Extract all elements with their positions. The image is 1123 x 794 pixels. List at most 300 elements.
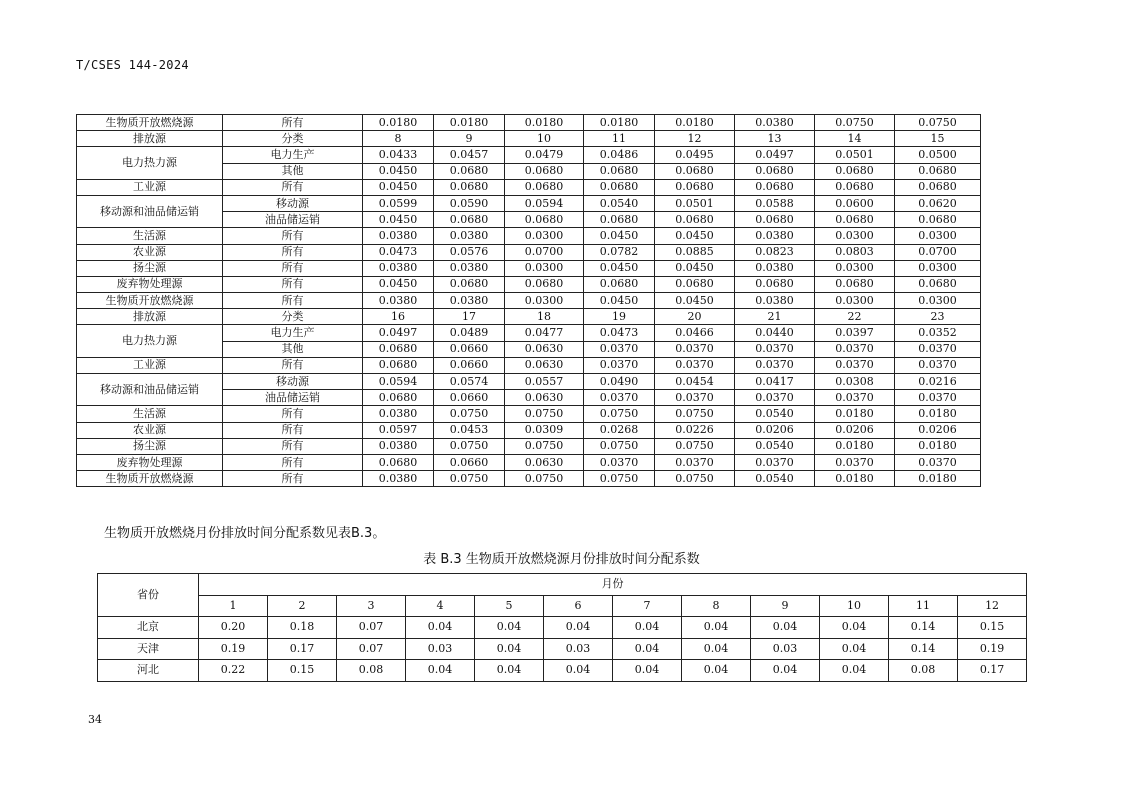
value-cell: 0.08 bbox=[337, 660, 406, 682]
table-row bbox=[77, 260, 981, 276]
province-cell: 天津 bbox=[98, 638, 199, 660]
value-cell: 0.0370 bbox=[815, 454, 895, 470]
value-cell: 0.0370 bbox=[655, 357, 735, 373]
value-cell: 0.0823 bbox=[735, 244, 815, 260]
value-cell: 0.0680 bbox=[363, 454, 434, 470]
value-cell: 0.03 bbox=[751, 638, 820, 660]
table-reference-paragraph: 生物质开放燃烧月份排放时间分配系数见表B.3。 bbox=[104, 526, 386, 541]
source-cell: 工业源 bbox=[77, 357, 223, 373]
table-row bbox=[77, 293, 981, 309]
category-cell: 电力生产 bbox=[223, 147, 363, 163]
value-cell: 0.0576 bbox=[434, 244, 505, 260]
table-caption: 表 B.3 生物质开放燃烧源月份排放时间分配系数 bbox=[423, 552, 700, 567]
month-number-cell: 3 bbox=[337, 595, 406, 617]
value-cell: 0.04 bbox=[751, 660, 820, 682]
value-cell: 0.0660 bbox=[434, 390, 505, 406]
value-cell: 0.0450 bbox=[363, 276, 434, 292]
value-cell: 0.0300 bbox=[815, 293, 895, 309]
value-cell: 0.0750 bbox=[895, 115, 981, 131]
value-cell: 0.0180 bbox=[584, 115, 655, 131]
category-cell: 所有 bbox=[223, 115, 363, 131]
value-cell: 0.0300 bbox=[815, 228, 895, 244]
value-cell: 0.0440 bbox=[735, 325, 815, 341]
category-cell: 所有 bbox=[223, 357, 363, 373]
value-cell: 0.0750 bbox=[434, 471, 505, 487]
province-header: 省份 bbox=[98, 574, 199, 617]
value-cell: 0.0457 bbox=[434, 147, 505, 163]
value-cell: 0.0750 bbox=[655, 406, 735, 422]
value-cell: 0.0594 bbox=[363, 374, 434, 390]
value-cell: 0.0180 bbox=[815, 406, 895, 422]
source-cell: 生活源 bbox=[77, 228, 223, 244]
value-cell: 0.04 bbox=[820, 617, 889, 639]
value-cell: 0.0680 bbox=[735, 212, 815, 228]
value-cell: 0.0206 bbox=[895, 422, 981, 438]
value-cell: 0.0450 bbox=[584, 293, 655, 309]
value-cell: 0.0680 bbox=[895, 179, 981, 195]
source-cell: 扬尘源 bbox=[77, 260, 223, 276]
value-cell: 0.0180 bbox=[505, 115, 584, 131]
table-row bbox=[77, 244, 981, 260]
value-cell: 0.04 bbox=[682, 617, 751, 639]
value-cell: 0.0417 bbox=[735, 374, 815, 390]
value-cell: 0.0680 bbox=[815, 276, 895, 292]
source-cell: 生活源 bbox=[77, 406, 223, 422]
value-cell: 0.14 bbox=[889, 617, 958, 639]
value-cell: 0.0680 bbox=[815, 212, 895, 228]
page-number: 34 bbox=[88, 713, 102, 726]
source-cell: 排放源 bbox=[77, 309, 223, 325]
value-cell: 0.0750 bbox=[434, 438, 505, 454]
month-number-cell: 12 bbox=[958, 595, 1027, 617]
value-cell: 0.0620 bbox=[895, 195, 981, 211]
value-cell: 0.0352 bbox=[895, 325, 981, 341]
value-cell: 0.04 bbox=[682, 638, 751, 660]
value-cell: 0.0370 bbox=[735, 357, 815, 373]
value-cell: 0.0180 bbox=[815, 471, 895, 487]
value-cell: 0.0489 bbox=[434, 325, 505, 341]
value-cell: 0.04 bbox=[751, 617, 820, 639]
value-cell: 0.0370 bbox=[584, 454, 655, 470]
value-cell: 0.0466 bbox=[655, 325, 735, 341]
source-cell: 移动源和油品储运销 bbox=[77, 195, 223, 227]
value-cell: 0.0380 bbox=[363, 406, 434, 422]
table-row bbox=[77, 115, 981, 131]
value-cell: 0.0630 bbox=[505, 390, 584, 406]
value-cell: 0.04 bbox=[475, 660, 544, 682]
month-number-cell: 4 bbox=[406, 595, 475, 617]
value-cell: 0.0370 bbox=[815, 341, 895, 357]
table-row bbox=[98, 638, 1027, 660]
category-cell: 分类 bbox=[223, 309, 363, 325]
value-cell: 0.04 bbox=[544, 660, 613, 682]
value-cell: 0.17 bbox=[268, 638, 337, 660]
value-cell: 0.0380 bbox=[735, 228, 815, 244]
table-row bbox=[77, 454, 981, 470]
value-cell: 0.14 bbox=[889, 638, 958, 660]
value-cell: 0.0370 bbox=[584, 357, 655, 373]
value-cell: 0.03 bbox=[406, 638, 475, 660]
value-cell: 0.0206 bbox=[735, 422, 815, 438]
value-cell: 0.0300 bbox=[895, 228, 981, 244]
value-cell: 0.0885 bbox=[655, 244, 735, 260]
value-cell: 0.0300 bbox=[815, 260, 895, 276]
value-cell: 0.0433 bbox=[363, 147, 434, 163]
source-cell: 电力热力源 bbox=[77, 147, 223, 179]
value-cell: 0.0750 bbox=[505, 438, 584, 454]
value-cell: 0.0180 bbox=[895, 438, 981, 454]
category-cell: 其他 bbox=[223, 163, 363, 179]
value-cell: 0.04 bbox=[682, 660, 751, 682]
table-row bbox=[77, 147, 981, 163]
value-cell: 0.0450 bbox=[655, 293, 735, 309]
value-cell: 0.0588 bbox=[735, 195, 815, 211]
value-cell: 0.0680 bbox=[655, 276, 735, 292]
value-cell: 0.0680 bbox=[895, 212, 981, 228]
value-cell: 0.0370 bbox=[895, 341, 981, 357]
value-cell: 0.0680 bbox=[434, 212, 505, 228]
value-cell: 0.0380 bbox=[434, 293, 505, 309]
value-cell: 0.03 bbox=[544, 638, 613, 660]
value-cell: 0.0590 bbox=[434, 195, 505, 211]
value-cell: 23 bbox=[895, 309, 981, 325]
table-row bbox=[77, 195, 981, 211]
category-cell: 电力生产 bbox=[223, 325, 363, 341]
month-number-cell: 1 bbox=[199, 595, 268, 617]
value-cell: 0.0680 bbox=[584, 212, 655, 228]
month-number-cell: 10 bbox=[820, 595, 889, 617]
value-cell: 0.0454 bbox=[655, 374, 735, 390]
value-cell: 0.0490 bbox=[584, 374, 655, 390]
value-cell: 0.17 bbox=[958, 660, 1027, 682]
value-cell: 0.0450 bbox=[584, 260, 655, 276]
value-cell: 0.0660 bbox=[434, 357, 505, 373]
source-cell: 移动源和油品储运销 bbox=[77, 374, 223, 406]
value-cell: 0.0750 bbox=[655, 438, 735, 454]
value-cell: 0.0680 bbox=[735, 179, 815, 195]
value-cell: 0.0680 bbox=[363, 357, 434, 373]
value-cell: 0.0630 bbox=[505, 357, 584, 373]
value-cell: 0.04 bbox=[613, 660, 682, 682]
value-cell: 0.0680 bbox=[434, 276, 505, 292]
value-cell: 0.0750 bbox=[584, 438, 655, 454]
value-cell: 0.0226 bbox=[655, 422, 735, 438]
value-cell: 0.0680 bbox=[363, 341, 434, 357]
value-cell: 0.0594 bbox=[505, 195, 584, 211]
source-cell: 排放源 bbox=[77, 131, 223, 147]
category-cell: 所有 bbox=[223, 244, 363, 260]
value-cell: 0.0574 bbox=[434, 374, 505, 390]
value-cell: 0.0680 bbox=[815, 179, 895, 195]
value-cell: 0.0450 bbox=[363, 179, 434, 195]
value-cell: 0.0370 bbox=[815, 390, 895, 406]
value-cell: 0.0370 bbox=[895, 454, 981, 470]
standard-code: T/CSES 144-2024 bbox=[76, 58, 189, 72]
value-cell: 0.0380 bbox=[363, 471, 434, 487]
month-number-cell: 2 bbox=[268, 595, 337, 617]
value-cell: 0.20 bbox=[199, 617, 268, 639]
month-header: 月份 bbox=[199, 574, 1027, 596]
value-cell: 0.0600 bbox=[815, 195, 895, 211]
month-number-cell: 6 bbox=[544, 595, 613, 617]
value-cell: 0.04 bbox=[820, 660, 889, 682]
value-cell: 0.0680 bbox=[655, 212, 735, 228]
value-cell: 0.0497 bbox=[363, 325, 434, 341]
value-cell: 0.04 bbox=[544, 617, 613, 639]
category-cell: 移动源 bbox=[223, 374, 363, 390]
value-cell: 0.0380 bbox=[434, 228, 505, 244]
table-row bbox=[77, 357, 981, 373]
value-cell: 0.04 bbox=[406, 660, 475, 682]
table-row bbox=[77, 276, 981, 292]
value-cell: 0.18 bbox=[268, 617, 337, 639]
value-cell: 0.0308 bbox=[815, 374, 895, 390]
category-cell: 所有 bbox=[223, 260, 363, 276]
value-cell: 0.0380 bbox=[735, 293, 815, 309]
value-cell: 0.0300 bbox=[505, 293, 584, 309]
value-cell: 0.04 bbox=[613, 638, 682, 660]
value-cell: 0.0680 bbox=[584, 163, 655, 179]
province-cell: 河北 bbox=[98, 660, 199, 682]
value-cell: 19 bbox=[584, 309, 655, 325]
hourly-allocation-table bbox=[76, 114, 981, 487]
value-cell: 0.0300 bbox=[505, 228, 584, 244]
value-cell: 0.0370 bbox=[655, 341, 735, 357]
value-cell: 0.0180 bbox=[895, 471, 981, 487]
value-cell: 17 bbox=[434, 309, 505, 325]
value-cell: 0.0300 bbox=[895, 260, 981, 276]
value-cell: 22 bbox=[815, 309, 895, 325]
value-cell: 13 bbox=[735, 131, 815, 147]
value-cell: 9 bbox=[434, 131, 505, 147]
value-cell: 0.15 bbox=[958, 617, 1027, 639]
category-cell: 所有 bbox=[223, 293, 363, 309]
value-cell: 0.0660 bbox=[434, 341, 505, 357]
value-cell: 12 bbox=[655, 131, 735, 147]
value-cell: 0.07 bbox=[337, 638, 406, 660]
value-cell: 0.0309 bbox=[505, 422, 584, 438]
category-cell: 所有 bbox=[223, 406, 363, 422]
value-cell: 0.0501 bbox=[815, 147, 895, 163]
value-cell: 0.0486 bbox=[584, 147, 655, 163]
source-cell: 电力热力源 bbox=[77, 325, 223, 357]
value-cell: 0.22 bbox=[199, 660, 268, 682]
value-cell: 0.0450 bbox=[655, 228, 735, 244]
province-cell: 北京 bbox=[98, 617, 199, 639]
category-cell: 油品储运销 bbox=[223, 212, 363, 228]
value-cell: 0.0540 bbox=[735, 471, 815, 487]
monthly-allocation-table bbox=[97, 573, 1027, 682]
source-cell: 废弃物处理源 bbox=[77, 276, 223, 292]
value-cell: 0.0680 bbox=[363, 390, 434, 406]
source-cell: 农业源 bbox=[77, 422, 223, 438]
value-cell: 0.0380 bbox=[735, 260, 815, 276]
value-cell: 0.04 bbox=[406, 617, 475, 639]
value-cell: 14 bbox=[815, 131, 895, 147]
value-cell: 20 bbox=[655, 309, 735, 325]
value-cell: 0.0370 bbox=[735, 454, 815, 470]
value-cell: 0.0450 bbox=[363, 163, 434, 179]
table-row bbox=[77, 228, 981, 244]
value-cell: 0.0206 bbox=[815, 422, 895, 438]
value-cell: 0.0180 bbox=[655, 115, 735, 131]
value-cell: 0.0630 bbox=[505, 341, 584, 357]
category-cell: 其他 bbox=[223, 341, 363, 357]
value-cell: 0.0750 bbox=[505, 471, 584, 487]
value-cell: 0.0700 bbox=[505, 244, 584, 260]
value-cell: 0.0597 bbox=[363, 422, 434, 438]
table-row bbox=[77, 471, 981, 487]
value-cell: 0.0216 bbox=[895, 374, 981, 390]
value-cell: 0.0599 bbox=[363, 195, 434, 211]
value-cell: 0.0380 bbox=[434, 260, 505, 276]
source-cell: 扬尘源 bbox=[77, 438, 223, 454]
source-cell: 生物质开放燃烧源 bbox=[77, 293, 223, 309]
category-cell: 所有 bbox=[223, 179, 363, 195]
value-cell: 0.04 bbox=[613, 617, 682, 639]
value-cell: 0.08 bbox=[889, 660, 958, 682]
table-row bbox=[98, 660, 1027, 682]
value-cell: 0.0782 bbox=[584, 244, 655, 260]
value-cell: 0.0450 bbox=[655, 260, 735, 276]
source-cell: 工业源 bbox=[77, 179, 223, 195]
value-cell: 0.04 bbox=[475, 638, 544, 660]
value-cell: 0.0750 bbox=[584, 471, 655, 487]
value-cell: 0.0680 bbox=[895, 276, 981, 292]
value-cell: 0.0680 bbox=[505, 163, 584, 179]
value-cell: 0.04 bbox=[475, 617, 544, 639]
value-cell: 0.0750 bbox=[434, 406, 505, 422]
category-cell: 移动源 bbox=[223, 195, 363, 211]
month-number-cell: 11 bbox=[889, 595, 958, 617]
value-cell: 0.0370 bbox=[735, 341, 815, 357]
table-row bbox=[77, 374, 981, 390]
value-cell: 0.0680 bbox=[584, 276, 655, 292]
table-row bbox=[77, 325, 981, 341]
value-cell: 0.0380 bbox=[363, 438, 434, 454]
value-cell: 0.0680 bbox=[815, 163, 895, 179]
value-cell: 0.0495 bbox=[655, 147, 735, 163]
month-number-cell: 7 bbox=[613, 595, 682, 617]
source-cell: 农业源 bbox=[77, 244, 223, 260]
value-cell: 0.0370 bbox=[655, 390, 735, 406]
value-cell: 0.0680 bbox=[434, 163, 505, 179]
value-cell: 0.04 bbox=[820, 638, 889, 660]
value-cell: 0.19 bbox=[199, 638, 268, 660]
table-row bbox=[77, 309, 981, 325]
value-cell: 0.0680 bbox=[735, 276, 815, 292]
month-number-cell: 9 bbox=[751, 595, 820, 617]
table-row bbox=[77, 438, 981, 454]
value-cell: 21 bbox=[735, 309, 815, 325]
value-cell: 0.0380 bbox=[363, 260, 434, 276]
category-cell: 所有 bbox=[223, 438, 363, 454]
source-cell: 废弃物处理源 bbox=[77, 454, 223, 470]
value-cell: 0.0370 bbox=[895, 390, 981, 406]
value-cell: 0.07 bbox=[337, 617, 406, 639]
category-cell: 所有 bbox=[223, 422, 363, 438]
value-cell: 0.0380 bbox=[735, 115, 815, 131]
category-cell: 分类 bbox=[223, 131, 363, 147]
value-cell: 16 bbox=[363, 309, 434, 325]
value-cell: 0.0680 bbox=[505, 212, 584, 228]
table-row bbox=[77, 179, 981, 195]
value-cell: 0.0680 bbox=[895, 163, 981, 179]
value-cell: 0.0750 bbox=[815, 115, 895, 131]
value-cell: 0.0540 bbox=[735, 406, 815, 422]
value-cell: 0.0380 bbox=[363, 228, 434, 244]
table-header-row bbox=[98, 574, 1027, 596]
value-cell: 0.0180 bbox=[815, 438, 895, 454]
value-cell: 0.0473 bbox=[584, 325, 655, 341]
value-cell: 0.0750 bbox=[655, 471, 735, 487]
source-cell: 生物质开放燃烧源 bbox=[77, 471, 223, 487]
value-cell: 0.0500 bbox=[895, 147, 981, 163]
value-cell: 0.0380 bbox=[363, 293, 434, 309]
value-cell: 0.0750 bbox=[505, 406, 584, 422]
table-row bbox=[77, 131, 981, 147]
source-cell: 生物质开放燃烧源 bbox=[77, 115, 223, 131]
value-cell: 0.0180 bbox=[895, 406, 981, 422]
table-row bbox=[77, 406, 981, 422]
value-cell: 0.0750 bbox=[584, 406, 655, 422]
value-cell: 0.0680 bbox=[505, 179, 584, 195]
value-cell: 18 bbox=[505, 309, 584, 325]
value-cell: 0.0453 bbox=[434, 422, 505, 438]
category-cell: 所有 bbox=[223, 454, 363, 470]
value-cell: 0.0680 bbox=[735, 163, 815, 179]
value-cell: 0.0497 bbox=[735, 147, 815, 163]
value-cell: 0.0397 bbox=[815, 325, 895, 341]
value-cell: 0.0450 bbox=[363, 212, 434, 228]
value-cell: 0.0630 bbox=[505, 454, 584, 470]
value-cell: 0.0700 bbox=[895, 244, 981, 260]
value-cell: 0.0680 bbox=[505, 276, 584, 292]
value-cell: 0.0680 bbox=[655, 179, 735, 195]
value-cell: 0.0680 bbox=[434, 179, 505, 195]
value-cell: 0.0473 bbox=[363, 244, 434, 260]
value-cell: 11 bbox=[584, 131, 655, 147]
value-cell: 8 bbox=[363, 131, 434, 147]
value-cell: 0.0803 bbox=[815, 244, 895, 260]
month-number-cell: 8 bbox=[682, 595, 751, 617]
value-cell: 0.0660 bbox=[434, 454, 505, 470]
value-cell: 0.0477 bbox=[505, 325, 584, 341]
table-row bbox=[77, 422, 981, 438]
value-cell: 0.0680 bbox=[655, 163, 735, 179]
value-cell: 0.0300 bbox=[505, 260, 584, 276]
category-cell: 所有 bbox=[223, 228, 363, 244]
month-number-row bbox=[98, 595, 1027, 617]
value-cell: 0.0300 bbox=[895, 293, 981, 309]
value-cell: 0.0180 bbox=[363, 115, 434, 131]
value-cell: 0.19 bbox=[958, 638, 1027, 660]
value-cell: 0.0450 bbox=[584, 228, 655, 244]
category-cell: 油品储运销 bbox=[223, 390, 363, 406]
value-cell: 0.0370 bbox=[895, 357, 981, 373]
value-cell: 0.0370 bbox=[735, 390, 815, 406]
value-cell: 0.0268 bbox=[584, 422, 655, 438]
value-cell: 0.0479 bbox=[505, 147, 584, 163]
value-cell: 0.0557 bbox=[505, 374, 584, 390]
value-cell: 0.0370 bbox=[584, 341, 655, 357]
value-cell: 0.0370 bbox=[655, 454, 735, 470]
category-cell: 所有 bbox=[223, 276, 363, 292]
value-cell: 0.0540 bbox=[584, 195, 655, 211]
value-cell: 0.0180 bbox=[434, 115, 505, 131]
value-cell: 0.0540 bbox=[735, 438, 815, 454]
value-cell: 10 bbox=[505, 131, 584, 147]
